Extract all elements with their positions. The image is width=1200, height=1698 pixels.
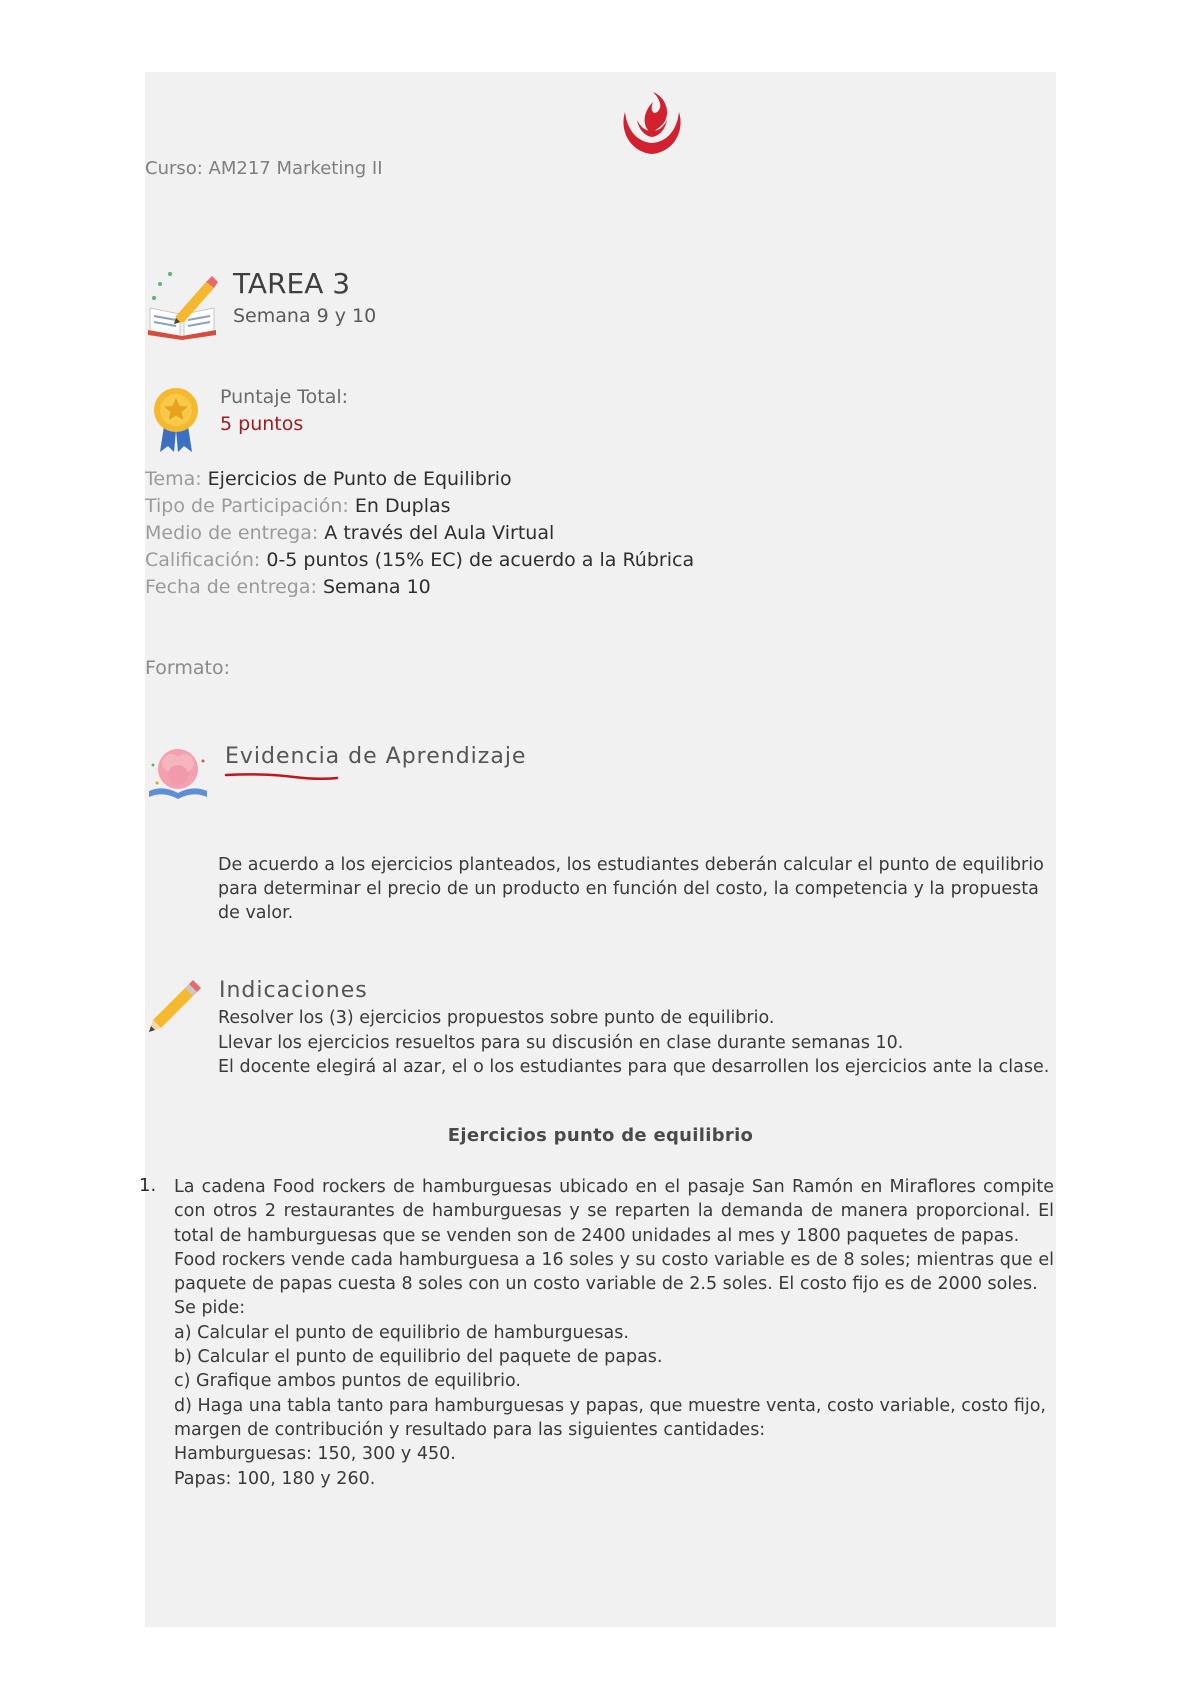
detail-row (145, 493, 694, 520)
detail-value: A través del Aula Virtual (324, 522, 555, 544)
detail-key: Calificación: (145, 549, 267, 571)
detail-row (145, 466, 694, 493)
exercise-paragraph: La cadena Food rockers de hamburguesas ubicado en el pasaje San Ramón en Miraflores compite con otros 2 restaurantes de hamburguesas y se reparten la demanda de manera proporcional. El total de hamburguesas que se venden son de 2400 unidades al mes y 1800 paquetes de papas. (174, 1177, 1054, 1246)
medal-icon (150, 386, 202, 452)
detail-value: Ejercicios de Punto de Equilibrio (207, 468, 512, 490)
heading-underline (224, 771, 339, 783)
evidence-text: De acuerdo a los ejercicios planteados, los estudiantes deberán calcular el punto de equilibrio para determinar el precio de un producto en función del costo, la competencia y la propuesta de valor. (218, 855, 1044, 923)
detail-row (145, 520, 694, 547)
score-label: Puntaje Total: (220, 386, 349, 408)
exercise-paragraph: Food rockers vende cada hamburguesa a 16 soles y su costo variable es de 8 soles; mientras que el paquete de papas cuesta 8 soles con un costo variable de 2.5 soles. El costo fijo es de 2000 soles. (174, 1249, 1054, 1295)
indications-list (218, 1006, 1054, 1080)
exercises-heading: Ejercicios punto de equilibrio (447, 1125, 754, 1146)
brain-book-icon (147, 745, 209, 803)
pencil-icon (147, 978, 203, 1034)
exercise-line: b) Calcular el punto de equilibrio del paquete de papas. (174, 1347, 663, 1368)
detail-value: Semana 10 (322, 576, 431, 598)
evidence-heading: Evidencia de Aprendizaje (225, 744, 527, 769)
detail-key: Fecha de entrega: (145, 576, 323, 598)
exercise-line: d) Haga una tabla tanto para hamburguesas y papas, que muestre venta, costo variable, costo fijo, margen de contribución y resultado para las siguientes cantidades: (174, 1395, 1046, 1440)
assignment-title: TAREA 3 (233, 267, 351, 300)
university-logo-icon (617, 90, 687, 160)
detail-key: Tipo de Participación: (145, 495, 355, 517)
detail-value: 0-5 puntos (15% EC) de acuerdo a la Rúbrica (266, 549, 695, 571)
detail-row (145, 574, 694, 601)
exercise-line: a) Calcular el punto de equilibrio de hamburguesas. (174, 1322, 629, 1343)
indications-heading: Indicaciones (219, 978, 368, 1003)
indication-line: El docente elegirá al azar, el o los estudiantes para que desarrollen los ejercicios ante la clase. (218, 1057, 1050, 1077)
course-label: Curso: AM217 Marketing II (145, 158, 383, 179)
assignment-details (145, 466, 694, 601)
exercise-line: c) Grafique ambos puntos de equilibrio. (174, 1371, 521, 1392)
detail-key: Medio de entrega: (145, 522, 325, 544)
detail-row (145, 547, 694, 574)
detail-key: Tema: (145, 468, 208, 490)
exercise-number: 1. (139, 1175, 157, 1196)
exercise-line: Hamburguesas: 150, 300 y 450. (174, 1444, 456, 1465)
exercise-line: Se pide: (174, 1298, 246, 1319)
exercise-line: Papas: 100, 180 y 260. (174, 1468, 376, 1489)
indication-line: Resolver los (3) ejercicios propuestos sobre punto de equilibrio. (218, 1008, 775, 1028)
score-value: 5 puntos (220, 413, 304, 435)
open-book-pencil-icon (146, 268, 218, 340)
indication-line: Llevar los ejercicios resueltos para su discusión en clase durante semanas 10. (218, 1032, 904, 1053)
exercise-body (174, 1175, 1054, 1491)
format-label: Formato: (145, 657, 230, 679)
detail-value: En Duplas (354, 495, 451, 517)
assignment-subtitle: Semana 9 y 10 (233, 305, 377, 327)
